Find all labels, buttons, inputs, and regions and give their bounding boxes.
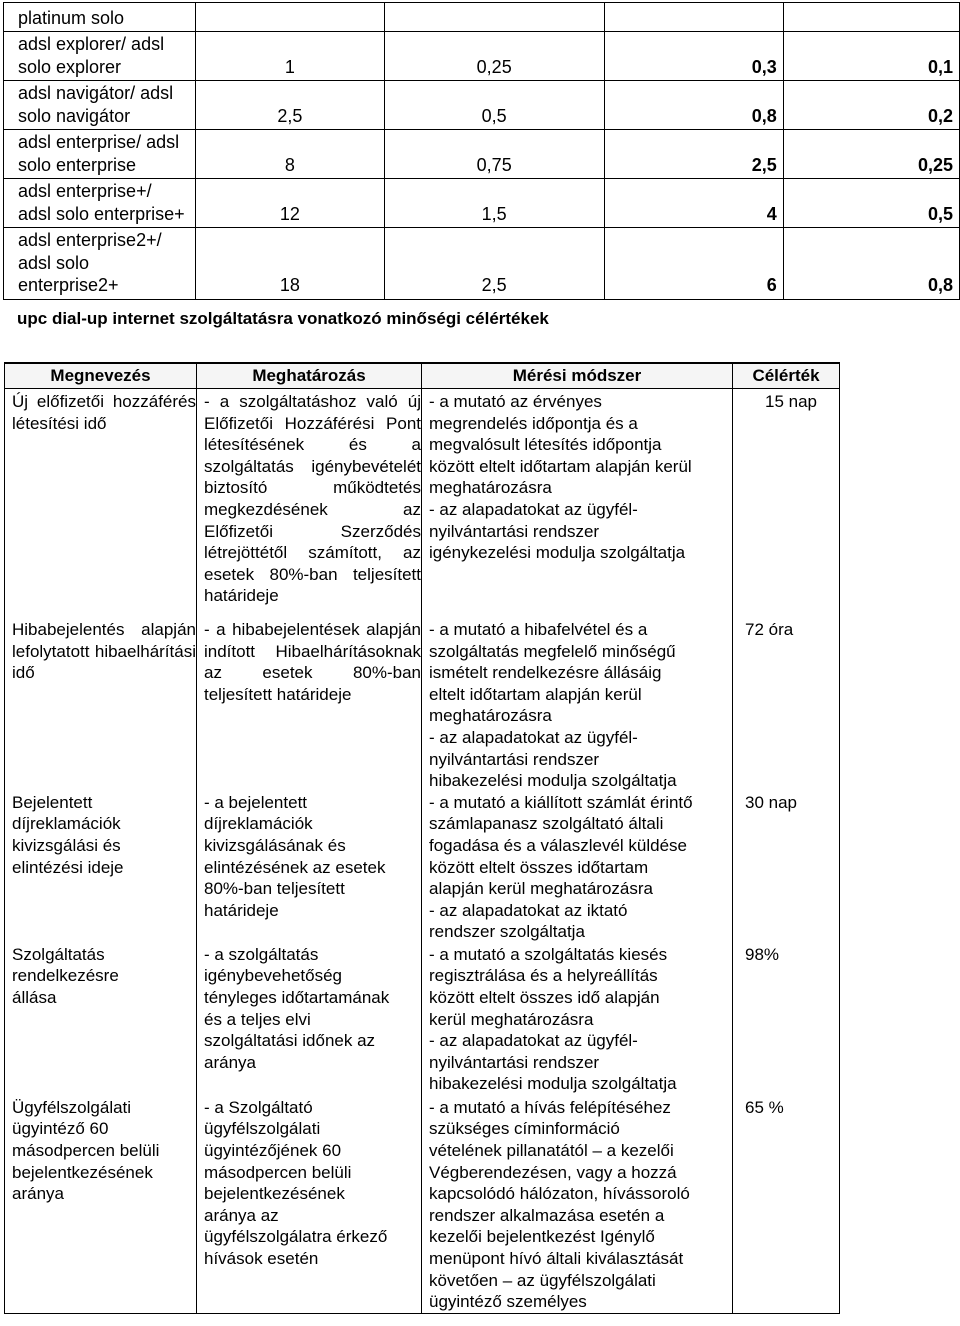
plan-name: adsl enterprise2+/ adsl solo enterprise2+ (4, 228, 196, 300)
value-cell: 0,5 (783, 179, 959, 228)
metric-target: 65 % (733, 1097, 840, 1313)
metric-name: Új előfizetői hozzáférés létesítési idő (5, 389, 197, 620)
table-row (5, 619, 840, 792)
value-cell: 0,25 (783, 130, 959, 179)
plan-name: adsl enterprise/ adsl solo enterprise (4, 130, 196, 179)
value-cell: 4 (604, 179, 783, 228)
value-cell: 8 (195, 130, 384, 179)
metric-name: Hibabejelentés alapján lefolytatott hibaelhárítási idő (5, 619, 197, 792)
metric-definition: - a szolgáltatás igénybevehetőség tényleges időtartamának és a teljes elvi szolgáltatási időnek az aránya (197, 944, 422, 1097)
metric-definition: - a hibabejelentések alapján indított Hibaelhárításoknak az esetek 80%-ban teljesített határideje (197, 619, 422, 792)
metric-definition: - a bejelentett díjreklamációk kivizsgálásának és elintézésének az esetek 80%-ban teljesített határideje (197, 792, 422, 944)
column-header: Célérték (733, 363, 840, 389)
metric-target: 98% (733, 944, 840, 1097)
plan-name: platinum solo (4, 3, 196, 32)
table-row (5, 389, 840, 620)
value-cell (604, 3, 783, 32)
value-cell: 0,5 (384, 81, 604, 130)
metric-target: 30 nap (733, 792, 840, 944)
metric-name: Bejelentett díjreklamációk kivizsgálási és elintézési ideje (5, 792, 197, 944)
section-heading: upc dial-up internet szolgáltatásra vonatkozó minőségi célértékek (17, 309, 549, 328)
value-cell: 0,1 (783, 32, 959, 81)
value-cell: 0,2 (783, 81, 959, 130)
value-cell: 0,3 (604, 32, 783, 81)
table-row (4, 228, 960, 300)
value-cell (195, 3, 384, 32)
value-cell: 0,75 (384, 130, 604, 179)
table-row (4, 130, 960, 179)
metric-method: - a mutató az érvényes megrendelés időpontja és a megvalósult létesítés időpontja között eltelt időtartam alapján kerül meghatározásra - az alapadatokat az ügyfél- nyilvántartási rendszer igénykezelési modulja szolgáltatja (422, 389, 733, 620)
value-cell: 0,8 (604, 81, 783, 130)
metric-method: - a mutató a hívás felépítéséhez szükséges címinformáció vételének pillanatától – a kezelői Végberendezésen, vagy a hozzá kapcsolódó hálózaton, hívássoroló rendszer alkalmazása esetén a kezelői bejelentkezést Igénylő menüpont hívó általi kiválasztását követően – az ügyfélszolgálati ügyintéző személyes (422, 1097, 733, 1313)
metric-method: - a mutató a kiállított számlát érintő számlapanasz szolgáltató általi fogadása és a válaszlevél küldése között eltelt összes időtartam alapján kerül meghatározásra - az alapadatokat az iktató rendszer szolgáltatja (422, 792, 733, 944)
value-cell: 12 (195, 179, 384, 228)
metric-name: Ügyfélszolgálati ügyintéző 60 másodpercen belüli bejelentkezésének aránya (5, 1097, 197, 1313)
value-cell: 18 (195, 228, 384, 300)
table-row (5, 792, 840, 944)
value-cell: 2,5 (195, 81, 384, 130)
value-cell: 1 (195, 32, 384, 81)
value-cell: 2,5 (384, 228, 604, 300)
value-cell: 0,25 (384, 32, 604, 81)
table-row (4, 3, 960, 32)
quality-targets-table (4, 362, 840, 1314)
value-cell: 1,5 (384, 179, 604, 228)
table-row (4, 32, 960, 81)
value-cell (384, 3, 604, 32)
metric-method: - a mutató a szolgáltatás kiesés regisztrálása és a helyreállítás között eltelt összes idő alapján kerül meghatározásra - az alapadatokat az ügyfél- nyilvántartási rendszer hibakezelési modulja szolgáltatja (422, 944, 733, 1097)
value-cell: 0,8 (783, 228, 959, 300)
table-row (4, 179, 960, 228)
column-header: Meghatározás (197, 363, 422, 389)
plan-name: adsl navigátor/ adsl solo navigátor (4, 81, 196, 130)
metric-definition: - a Szolgáltató ügyfélszolgálati ügyintézőjének 60 másodpercen belüli bejelentkezésének aránya az ügyfélszolgálatra érkező hívások esetén (197, 1097, 422, 1313)
table-row (4, 81, 960, 130)
column-header: Mérési módszer (422, 363, 733, 389)
plan-name: adsl enterprise+/ adsl solo enterprise+ (4, 179, 196, 228)
metric-target: 15 nap (733, 389, 840, 620)
plan-name: adsl explorer/ adsl solo explorer (4, 32, 196, 81)
value-cell (783, 3, 959, 32)
table-row (5, 944, 840, 1097)
value-cell: 6 (604, 228, 783, 300)
metric-target: 72 óra (733, 619, 840, 792)
value-cell: 2,5 (604, 130, 783, 179)
plan-speed-table (3, 2, 960, 300)
table-row (5, 1097, 840, 1313)
metric-definition: - a szolgáltatáshoz való új Előfizetői Hozzáférési Pont létesítésének és a szolgáltatás igénybevételét biztosító működtetés megkezdésének az Előfizetői Szerződés létrejöttétől számított, az esetek 80%-ban teljesített határideje (197, 389, 422, 620)
column-header: Megnevezés (5, 363, 197, 389)
metric-name: Szolgáltatás rendelkezésre állása (5, 944, 197, 1097)
metric-method: - a mutató a hibafelvétel és a szolgáltatás megfelelő minőségű ismételt rendelkezésre állásáig eltelt időtartam alapján kerül meghatározásra - az alapadatokat az ügyfél- nyilvántartási rendszer hibakezelési modulja szolgáltatja (422, 619, 733, 792)
table-header-row (5, 363, 840, 389)
